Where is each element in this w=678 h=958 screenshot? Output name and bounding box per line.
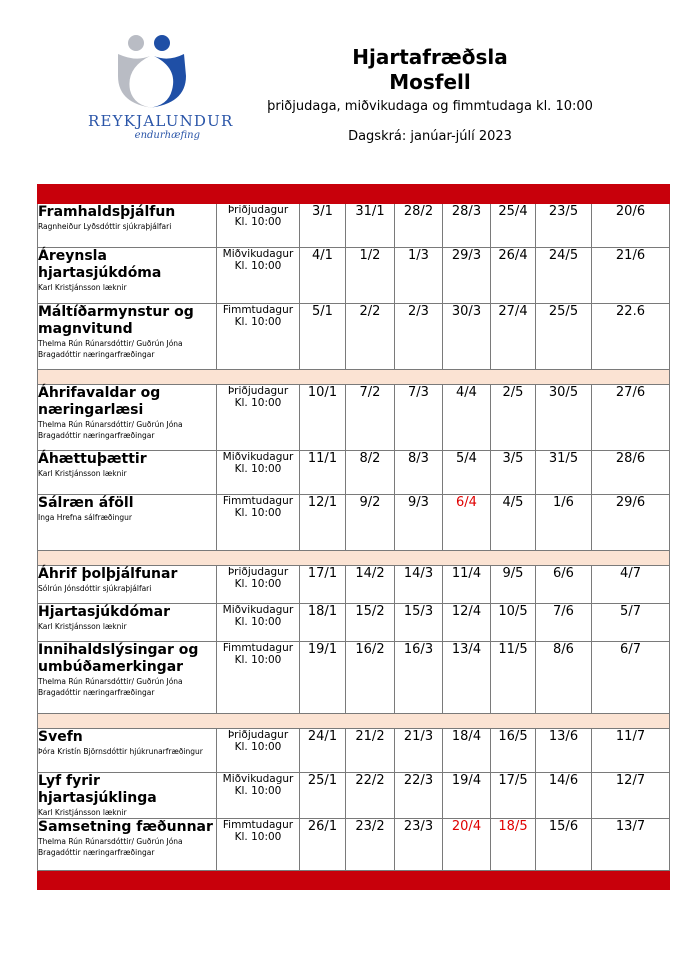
session-row <box>38 604 670 642</box>
session-date: 23/3 <box>395 819 443 871</box>
session-row <box>38 729 670 773</box>
session-date: 7/2 <box>346 385 395 451</box>
session-row <box>38 385 670 451</box>
session-day: Fimmtudagur <box>222 819 294 831</box>
group-separator <box>38 551 670 566</box>
session-time: Kl. 10:00 <box>234 831 282 843</box>
session-day-cell <box>217 495 300 551</box>
session-date: 4/5 <box>491 495 536 551</box>
session-date: 13/7 <box>592 819 670 871</box>
session-date: 4/1 <box>300 248 346 304</box>
session-date: 15/2 <box>346 604 395 642</box>
session-presenter: Karl Kristjánsson læknir <box>38 808 127 817</box>
session-date: 19/4 <box>443 773 491 819</box>
session-date: 28/3 <box>443 204 491 248</box>
session-row <box>38 642 670 714</box>
session-topic-cell <box>38 304 217 370</box>
session-date: 30/5 <box>536 385 592 451</box>
session-date: 20/6 <box>592 204 670 248</box>
session-day: Þriðjudagur <box>227 566 289 578</box>
session-time: Kl. 10:00 <box>234 316 282 328</box>
session-date: 26/4 <box>491 248 536 304</box>
schedule-table <box>37 184 670 890</box>
logo-figures-icon <box>110 32 196 112</box>
session-day-cell <box>217 642 300 714</box>
session-time: Kl. 10:00 <box>234 463 282 475</box>
session-title: Framhaldsþjálfun <box>38 204 176 220</box>
top-red-bar-cell <box>38 185 670 204</box>
session-topic-cell <box>38 495 217 551</box>
session-date: 21/2 <box>346 729 395 773</box>
session-presenter: Þóra Kristín Björnsdóttir hjúkrunarfræðingur <box>38 747 203 756</box>
session-day: Miðvikudagur <box>222 604 294 616</box>
top-red-bar <box>38 185 670 204</box>
session-title: Samsetning fæðunnar <box>38 819 213 835</box>
session-title: Hjartasjúkdómar <box>38 604 170 620</box>
session-date: 29/3 <box>443 248 491 304</box>
session-date: 18/4 <box>443 729 491 773</box>
session-date: 15/6 <box>536 819 592 871</box>
session-date: 28/2 <box>395 204 443 248</box>
session-presenter: Karl Kristjánsson læknir <box>38 283 127 292</box>
group-separator <box>38 714 670 729</box>
session-presenter: Thelma Rún Rúnarsdóttir/ Guðrún Jóna Bragadóttir næringarfræðingar <box>38 837 183 857</box>
session-day: Fimmtudagur <box>222 304 294 316</box>
session-date: 28/6 <box>592 451 670 495</box>
logo-name: REYKJALUNDUR <box>88 112 234 130</box>
session-date: 26/1 <box>300 819 346 871</box>
session-date: 3/5 <box>491 451 536 495</box>
session-date: 1/2 <box>346 248 395 304</box>
session-date: 23/5 <box>536 204 592 248</box>
session-row <box>38 566 670 604</box>
session-topic-cell <box>38 773 217 819</box>
session-topic-cell <box>38 604 217 642</box>
session-date: 27/4 <box>491 304 536 370</box>
logo-subtitle: endurhæfing <box>134 130 200 141</box>
session-date: 1/3 <box>395 248 443 304</box>
session-date: 10/5 <box>491 604 536 642</box>
session-date: 11/7 <box>592 729 670 773</box>
session-date: 12/7 <box>592 773 670 819</box>
session-date: 6/6 <box>536 566 592 604</box>
session-day: Þriðjudagur <box>227 729 289 741</box>
session-day: Miðvikudagur <box>222 451 294 463</box>
session-date: 16/2 <box>346 642 395 714</box>
session-time: Kl. 10:00 <box>234 654 282 666</box>
session-time: Kl. 10:00 <box>234 785 282 797</box>
session-title: Lyf fyrir hjartasjúklinga <box>38 773 157 806</box>
session-date: 2/5 <box>491 385 536 451</box>
session-row <box>38 204 670 248</box>
session-date: 25/1 <box>300 773 346 819</box>
session-row <box>38 248 670 304</box>
session-date: 25/4 <box>491 204 536 248</box>
session-date: 11/5 <box>491 642 536 714</box>
session-date: 16/3 <box>395 642 443 714</box>
session-date: 6/4 <box>443 495 491 551</box>
session-date: 14/6 <box>536 773 592 819</box>
schedule-period: Dagskrá: janúar-júlí 2023 <box>348 129 512 144</box>
session-time: Kl. 10:00 <box>234 616 282 628</box>
session-date: 25/5 <box>536 304 592 370</box>
session-day-cell <box>217 248 300 304</box>
session-date: 29/6 <box>592 495 670 551</box>
session-date: 8/6 <box>536 642 592 714</box>
session-date: 22.6 <box>592 304 670 370</box>
session-row <box>38 495 670 551</box>
session-title: Sálræn áföll <box>38 495 134 511</box>
session-topic-cell <box>38 451 217 495</box>
session-day: Miðvikudagur <box>222 248 294 260</box>
session-presenter: Thelma Rún Rúnarsdóttir/ Guðrún Jóna Bragadóttir næringarfræðingar <box>38 339 183 359</box>
session-time: Kl. 10:00 <box>234 741 282 753</box>
session-time: Kl. 10:00 <box>234 216 282 228</box>
session-title: Innihaldslýsingar og umbúðamerkingar <box>38 642 199 675</box>
session-presenter: Karl Kristjánsson læknir <box>38 469 127 478</box>
session-topic-cell <box>38 248 217 304</box>
session-date: 6/7 <box>592 642 670 714</box>
session-date: 4/7 <box>592 566 670 604</box>
session-day-cell <box>217 773 300 819</box>
session-time: Kl. 10:00 <box>234 578 282 590</box>
session-date: 4/4 <box>443 385 491 451</box>
session-date: 9/2 <box>346 495 395 551</box>
session-presenter: Sólrún Jónsdóttir sjúkraþjálfari <box>38 584 152 593</box>
session-day: Fimmtudagur <box>222 495 294 507</box>
session-date: 7/3 <box>395 385 443 451</box>
reykjalundur-logo <box>88 32 234 142</box>
session-date: 11/4 <box>443 566 491 604</box>
session-day: Fimmtudagur <box>222 642 294 654</box>
session-date: 17/5 <box>491 773 536 819</box>
session-day-cell <box>217 304 300 370</box>
session-topic-cell <box>38 729 217 773</box>
days-line: þriðjudaga, miðvikudaga og fimmtudaga kl. 10:00 <box>267 99 593 114</box>
session-presenter: Karl Kristjánsson læknir <box>38 622 127 631</box>
session-time: Kl. 10:00 <box>234 507 282 519</box>
session-date: 17/1 <box>300 566 346 604</box>
session-row <box>38 451 670 495</box>
group-separator-cell <box>38 370 670 385</box>
session-date: 7/6 <box>536 604 592 642</box>
session-date: 3/1 <box>300 204 346 248</box>
session-date: 23/2 <box>346 819 395 871</box>
session-date: 12/1 <box>300 495 346 551</box>
session-date: 31/1 <box>346 204 395 248</box>
session-date: 21/3 <box>395 729 443 773</box>
session-date: 20/4 <box>443 819 491 871</box>
session-day-cell <box>217 604 300 642</box>
session-date: 9/3 <box>395 495 443 551</box>
session-row <box>38 819 670 871</box>
session-day-cell <box>217 729 300 773</box>
session-title: Áhrifavaldar og næringarlæsi <box>38 385 161 418</box>
session-title: Áhrif þolþjálfunar <box>38 566 178 582</box>
session-date: 12/4 <box>443 604 491 642</box>
session-date: 30/3 <box>443 304 491 370</box>
session-date: 27/6 <box>592 385 670 451</box>
session-date: 14/3 <box>395 566 443 604</box>
session-day-cell <box>217 819 300 871</box>
session-date: 14/2 <box>346 566 395 604</box>
session-time: Kl. 10:00 <box>234 260 282 272</box>
session-presenter: Thelma Rún Rúnarsdóttir/ Guðrún Jóna Bragadóttir næringarfræðingar <box>38 420 183 440</box>
session-date: 10/1 <box>300 385 346 451</box>
session-day: Miðvikudagur <box>222 773 294 785</box>
session-row <box>38 304 670 370</box>
session-topic-cell <box>38 642 217 714</box>
session-topic-cell <box>38 566 217 604</box>
session-date: 1/6 <box>536 495 592 551</box>
group-separator-cell <box>38 551 670 566</box>
session-date: 24/5 <box>536 248 592 304</box>
session-date: 15/3 <box>395 604 443 642</box>
session-date: 9/5 <box>491 566 536 604</box>
page-subtitle: Mosfell <box>389 70 471 94</box>
session-date: 16/5 <box>491 729 536 773</box>
session-date: 13/6 <box>536 729 592 773</box>
session-time: Kl. 10:00 <box>234 397 282 409</box>
session-row <box>38 773 670 819</box>
session-presenter: Ragnheiður Lyðsdóttir sjúkraþjálfari <box>38 222 172 231</box>
session-date: 8/2 <box>346 451 395 495</box>
group-separator <box>38 370 670 385</box>
session-day: Þriðjudagur <box>227 385 289 397</box>
session-day-cell <box>217 566 300 604</box>
session-date: 5/4 <box>443 451 491 495</box>
session-date: 18/5 <box>491 819 536 871</box>
session-day-cell <box>217 451 300 495</box>
group-separator-cell <box>38 714 670 729</box>
session-day-cell <box>217 385 300 451</box>
page-title: Hjartafræðsla <box>352 45 508 69</box>
session-date: 18/1 <box>300 604 346 642</box>
session-presenter: Thelma Rún Rúnarsdóttir/ Guðrún Jóna Bragadóttir næringarfræðingar <box>38 677 183 697</box>
session-day-cell <box>217 204 300 248</box>
session-date: 19/1 <box>300 642 346 714</box>
session-date: 2/3 <box>395 304 443 370</box>
session-date: 22/3 <box>395 773 443 819</box>
bottom-red-bar-cell <box>38 871 670 890</box>
session-title: Svefn <box>38 729 83 745</box>
session-date: 8/3 <box>395 451 443 495</box>
session-presenter: Inga Hrefna sálfræðingur <box>38 513 132 522</box>
session-date: 22/2 <box>346 773 395 819</box>
session-date: 31/5 <box>536 451 592 495</box>
session-title: Áreynsla hjartasjúkdóma <box>38 248 162 281</box>
session-date: 11/1 <box>300 451 346 495</box>
bottom-red-bar <box>38 871 670 890</box>
session-date: 13/4 <box>443 642 491 714</box>
session-date: 5/7 <box>592 604 670 642</box>
session-topic-cell <box>38 819 217 871</box>
session-title: Áhættuþættir <box>38 451 147 467</box>
session-date: 2/2 <box>346 304 395 370</box>
session-date: 24/1 <box>300 729 346 773</box>
session-topic-cell <box>38 385 217 451</box>
session-date: 21/6 <box>592 248 670 304</box>
session-date: 5/1 <box>300 304 346 370</box>
session-day: Þriðjudagur <box>227 204 289 216</box>
session-title: Máltíðarmynstur og magnvitund <box>38 304 194 337</box>
session-topic-cell <box>38 204 217 248</box>
